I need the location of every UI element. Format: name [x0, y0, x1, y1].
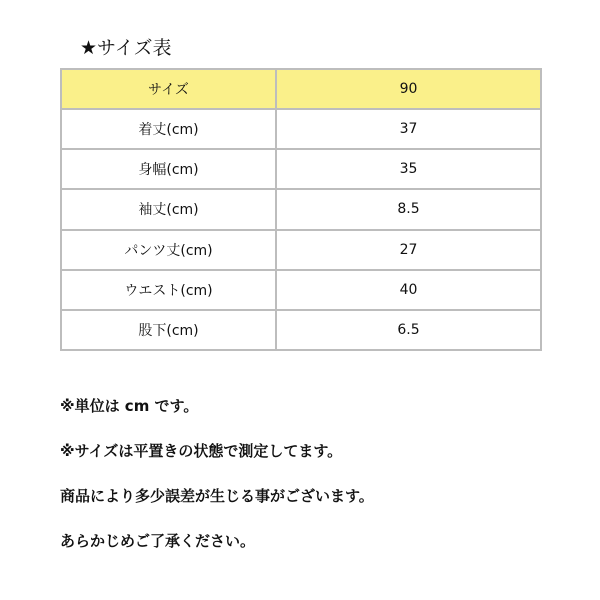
row-label-cell: ウエスト(cm) [62, 271, 275, 309]
note-variance: 商品により多少誤差が生じる事がございます。 [60, 487, 374, 505]
row-value-cell: 27 [277, 231, 540, 269]
size-chart-title: ★サイズ表 [80, 37, 172, 59]
table-row [62, 231, 540, 269]
row-value-cell: 6.5 [277, 311, 540, 349]
note-acknowledge: あらかじめご了承ください。 [60, 532, 256, 550]
row-value-cell: 37 [277, 110, 540, 148]
row-label-cell: パンツ丈(cm) [62, 231, 275, 269]
table-row [62, 271, 540, 309]
row-value-cell: 8.5 [277, 190, 540, 228]
header-value-cell: 90 [277, 70, 540, 108]
table-header-row [62, 70, 540, 108]
table-row [62, 190, 540, 228]
note-measurement: ※サイズは平置きの状態で測定してます。 [60, 442, 343, 460]
row-value-cell: 35 [277, 150, 540, 188]
table-row [62, 110, 540, 148]
notes-section [60, 393, 580, 573]
table-row [62, 311, 540, 349]
size-table [60, 68, 542, 351]
row-label-cell: 股下(cm) [62, 311, 275, 349]
row-label-cell: 身幅(cm) [62, 150, 275, 188]
table-row [62, 150, 540, 188]
row-value-cell: 40 [277, 271, 540, 309]
header-label-cell: サイズ [62, 70, 275, 108]
note-unit: ※単位は cm です。 [60, 397, 199, 415]
row-label-cell: 着丈(cm) [62, 110, 275, 148]
row-label-cell: 袖丈(cm) [62, 190, 275, 228]
